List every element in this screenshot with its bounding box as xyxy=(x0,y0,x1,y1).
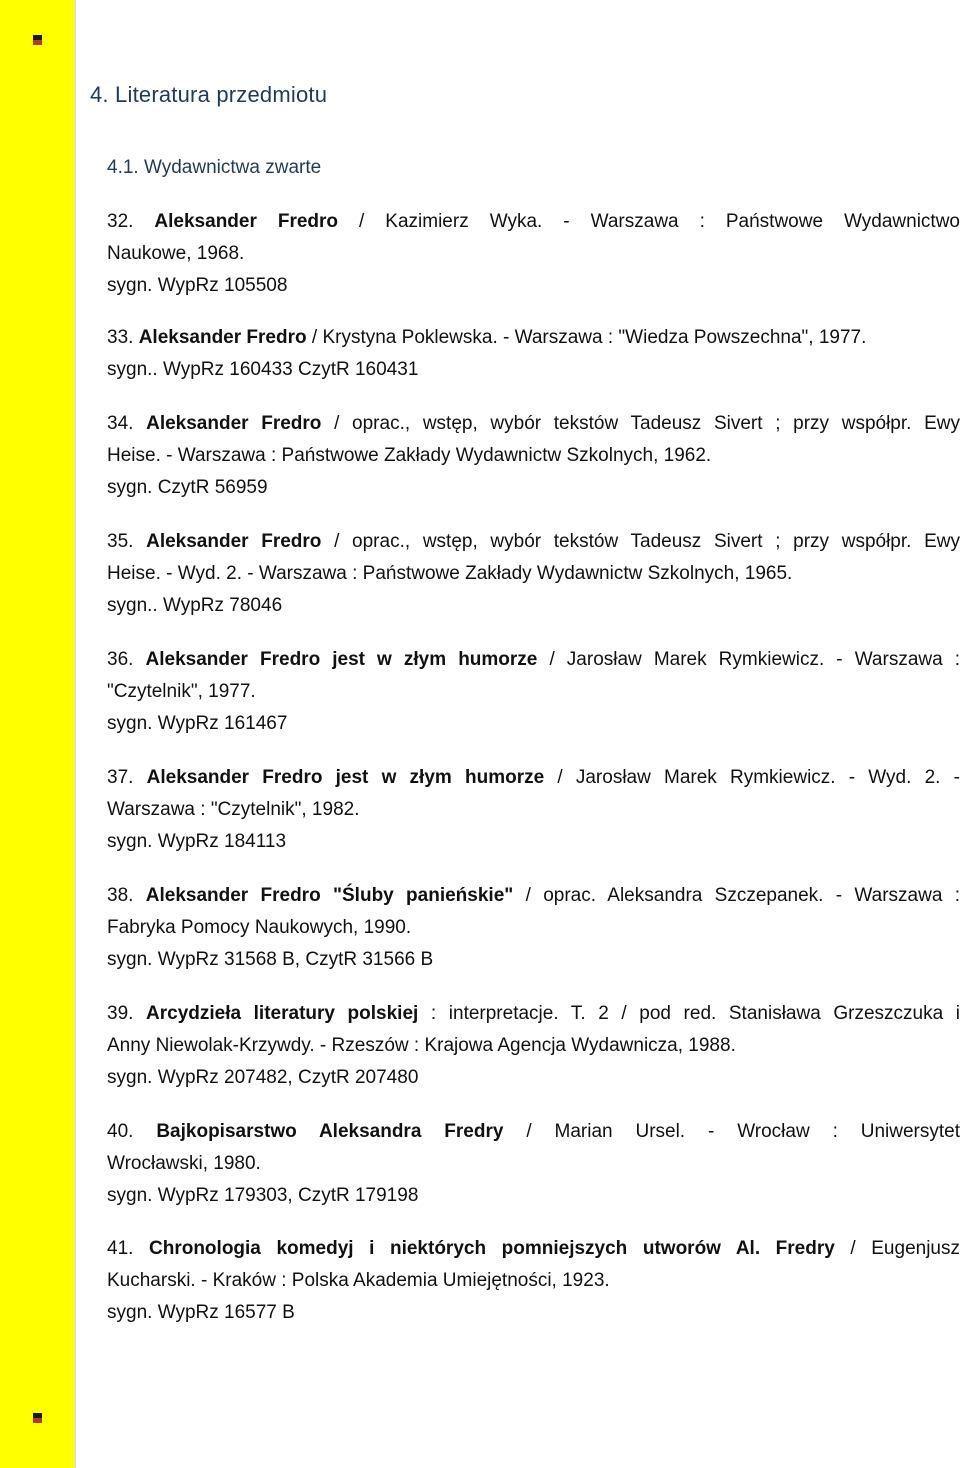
entry-title: Bajkopisarstwo Aleksandra Fredry xyxy=(156,1121,504,1142)
entry-title: Aleksander Fredro xyxy=(146,531,322,552)
bibliography-entry xyxy=(107,322,960,386)
entry-shelfmark: sygn. WypRz 207482, CzytR 207480 xyxy=(107,1067,419,1088)
entry-title: Aleksander Fredro xyxy=(154,211,339,232)
entry-number: 39. xyxy=(107,1003,134,1024)
section-heading: 4. Literatura przedmiotu xyxy=(90,82,328,107)
bibliography-entry xyxy=(107,644,960,740)
bibliography-entry xyxy=(107,1116,960,1212)
bibliography-entry xyxy=(107,998,960,1094)
entry-number: 40. xyxy=(107,1121,134,1142)
entry-shelfmark: sygn. WypRz 31568 B, CzytR 31566 B xyxy=(107,949,434,970)
entry-first-line xyxy=(107,644,960,676)
entry-shelfmark: sygn. WypRz 184113 xyxy=(107,831,287,852)
entry-continuation: Kucharski. - Kraków : Polska Akademia Umiejętności, 1923. xyxy=(107,1270,610,1291)
entry-number: 35. xyxy=(107,531,134,552)
entry-number: 37. xyxy=(107,767,134,788)
entry-shelfmark: sygn. WypRz 16577 B xyxy=(107,1302,295,1323)
bibliography-entry xyxy=(107,206,960,302)
entry-continuation: Warszawa : "Czytelnik", 1982. xyxy=(107,799,360,820)
entry-shelfmark: sygn. WypRz 179303, CzytR 179198 xyxy=(107,1185,419,1206)
bibliography-entry xyxy=(107,880,960,976)
entry-details: / Kazimierz Wyka. - Warszawa : Państwowe Wydawnictwo xyxy=(359,211,960,232)
entry-first-line xyxy=(107,1233,960,1265)
entry-first-line xyxy=(107,762,960,794)
entry-shelfmark: sygn. WypRz 105508 xyxy=(107,275,288,296)
entry-title: Arcydzieła literatury polskiej xyxy=(146,1003,419,1024)
entry-details: / Jarosław Marek Rymkiewicz. - Warszawa : xyxy=(549,649,960,670)
entry-details: / oprac., wstęp, wybór tekstów Tadeusz Sivert ; przy współpr. Ewy xyxy=(334,531,960,552)
entry-shelfmark: sygn.. WypRz 160433 CzytR 160431 xyxy=(107,359,419,380)
entry-first-line xyxy=(107,526,960,558)
entry-first-line xyxy=(107,206,960,238)
entry-number: 32. xyxy=(107,211,134,232)
entry-first-line xyxy=(107,408,960,440)
entry-number: 33. xyxy=(107,327,134,348)
entry-shelfmark: sygn. CzytR 56959 xyxy=(107,477,268,498)
entry-title: Aleksander Fredro xyxy=(146,413,322,434)
entry-continuation: Heise. - Warszawa : Państwowe Zakłady Wydawnictw Szkolnych, 1962. xyxy=(107,445,712,466)
entry-shelfmark: sygn. WypRz 161467 xyxy=(107,713,288,734)
entry-continuation: Anny Niewolak-Krzywdy. - Rzeszów : Krajowa Agencja Wydawnicza, 1988. xyxy=(107,1035,736,1056)
entry-details: / oprac., wstęp, wybór tekstów Tadeusz Sivert ; przy współpr. Ewy xyxy=(334,413,960,434)
entry-details: : interpretacje. T. 2 / pod red. Stanisława Grzeszczuka i xyxy=(430,1003,960,1024)
entry-number: 41. xyxy=(107,1238,134,1259)
entry-continuation: Naukowe, 1968. xyxy=(107,243,245,264)
entry-title: Aleksander Fredro jest w złym humorze xyxy=(145,649,538,670)
entry-details: / Krystyna Poklewska. - Warszawa : "Wiedza Powszechna", 1977. xyxy=(311,327,867,348)
entry-first-line xyxy=(107,998,960,1030)
subsection-heading: 4.1. Wydawnictwa zwarte xyxy=(107,157,322,178)
entry-details: / Eugenjusz xyxy=(850,1238,960,1259)
entry-details: / Marian Ursel. - Wrocław : Uniwersytet xyxy=(526,1121,960,1142)
entry-title: Aleksander Fredro "Śluby panieńskie" xyxy=(145,885,514,906)
bibliography-entry xyxy=(107,762,960,858)
entry-first-line xyxy=(107,880,960,912)
entry-details: / oprac. Aleksandra Szczepanek. - Warszawa : xyxy=(525,885,960,906)
entry-number: 34. xyxy=(107,413,134,434)
entry-continuation: Fabryka Pomocy Naukowych, 1990. xyxy=(107,917,412,938)
entry-first-line xyxy=(107,322,960,354)
entry-continuation: Wrocławski, 1980. xyxy=(107,1153,261,1174)
entry-shelfmark: sygn.. WypRz 78046 xyxy=(107,595,283,616)
entry-continuation: Heise. - Wyd. 2. - Warszawa : Państwowe Zakłady Wydawnictw Szkolnych, 1965. xyxy=(107,563,793,584)
entry-title: Chronologia komedyj i niektórych pomniejszych utworów Al. Fredry xyxy=(149,1238,835,1259)
bibliography-entry xyxy=(107,526,960,622)
entry-continuation: "Czytelnik", 1977. xyxy=(107,681,256,702)
entry-title: Aleksander Fredro jest w złym humorze xyxy=(146,767,545,788)
entry-number: 38. xyxy=(107,885,134,906)
bibliography-entry xyxy=(107,1233,960,1329)
entry-first-line xyxy=(107,1116,960,1148)
entry-title: Aleksander Fredro xyxy=(138,327,307,348)
bibliography-entry xyxy=(107,408,960,504)
entry-number: 36. xyxy=(107,649,134,670)
entry-details: / Jarosław Marek Rymkiewicz. - Wyd. 2. - xyxy=(557,767,960,788)
